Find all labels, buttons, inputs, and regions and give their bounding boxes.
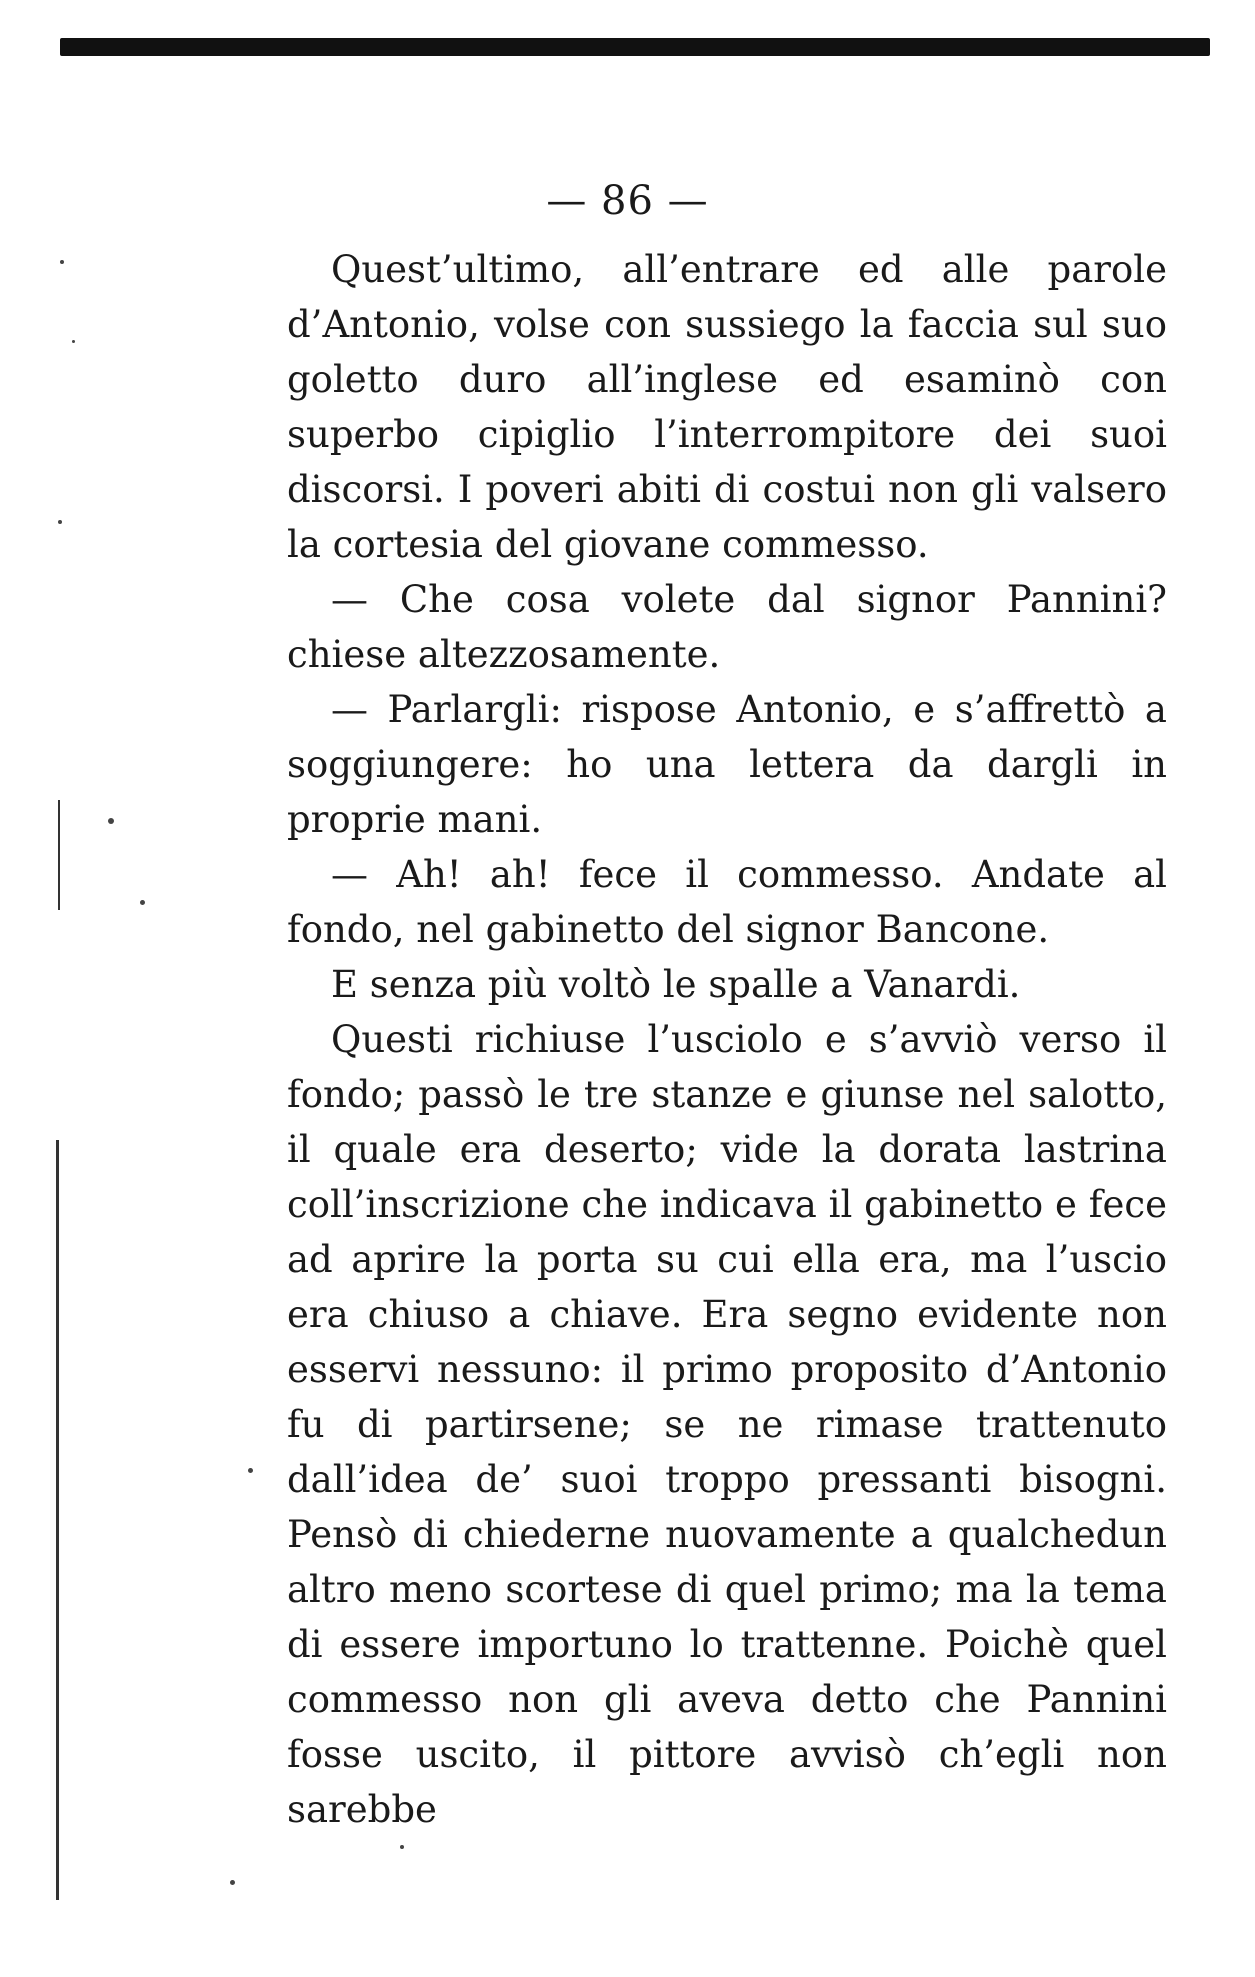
paragraph: Questi richiuse l’usciolo e s’avviò verso il fondo; passò le tre stanze e giunse nel salotto, il quale era deserto; vide la dorata lastrina coll’inscrizione che indicava il gabinetto e fece ad aprire la porta su cui ella era, ma l’uscio era chiuso a chiave. Era segno evidente non esservi nessuno: il primo proposito d’Antonio fu di partirsene; se ne rimase trattenuto dall’idea de’ suoi troppo pressanti bisogni. Pensò di chiederne nuovamente a qualchedun altro meno scortese di quel primo; ma la tema di essere importuno lo trattenne. Poichè quel commesso non gli aveva detto che Pannini fosse uscito, il pittore avvisò ch’egli non sarebbe: [287, 1018, 1167, 1831]
scan-speck: [108, 818, 114, 824]
scan-speck: [72, 340, 75, 343]
page-number: — 86 —: [546, 178, 709, 224]
paragraph: — Parlargli: rispose Antonio, e s’affrettò a soggiungere: ho una lettera da dargli in proprie mani.: [287, 688, 1167, 841]
top-rule: [60, 38, 1210, 56]
paragraph: E senza più voltò le spalle a Vanardi.: [331, 963, 1021, 1006]
scan-speck: [400, 1845, 404, 1849]
paragraph: — Ah! ah! fece il commesso. Andate al fondo, nel gabinetto del signor Bancone.: [287, 853, 1167, 951]
paragraph: — Che cosa volete dal signor Pannini? chiese altezzosamente.: [287, 578, 1167, 676]
body-text: [287, 242, 1167, 1837]
scan-edge-line: [56, 1140, 59, 1900]
scan-speck: [140, 900, 145, 905]
scan-speck: [60, 260, 64, 264]
scan-speck: [58, 520, 62, 524]
scan-speck: [248, 1468, 253, 1473]
scan-speck: [230, 1880, 235, 1885]
scan-edge-line: [58, 800, 60, 910]
paragraph: Quest’ultimo, all’entrare ed alle parole d’Antonio, volse con sussiego la faccia sul suo goletto duro all’inglese ed esaminò con superbo cipiglio l’interrompitore dei suoi discorsi. I poveri abiti di costui non gli valsero la cortesia del giovane commesso.: [287, 248, 1167, 566]
